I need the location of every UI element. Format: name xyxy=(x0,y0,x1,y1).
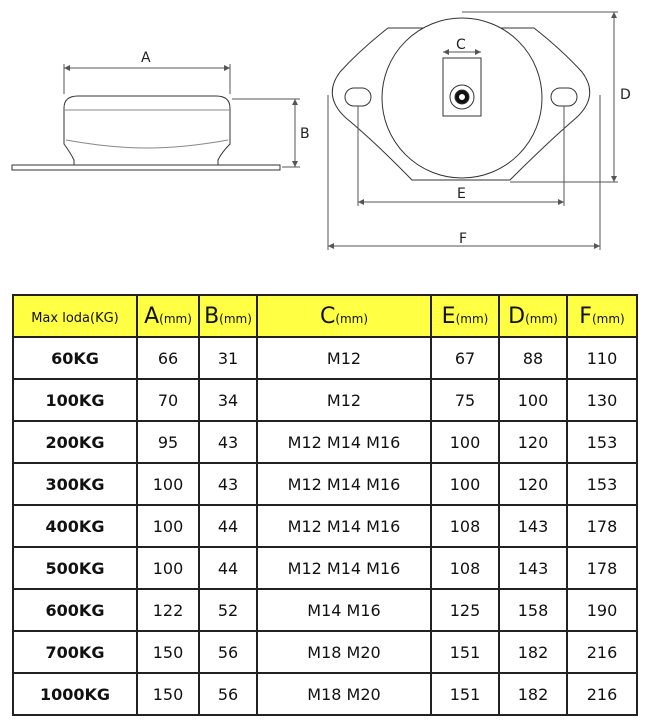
cell-d: 120 xyxy=(499,421,567,463)
cell-e: 108 xyxy=(431,547,499,589)
cell-d: 182 xyxy=(499,673,567,715)
cell-c: M12 M14 M16 xyxy=(257,463,431,505)
header-a xyxy=(137,295,199,337)
cell-f: 153 xyxy=(567,421,637,463)
table-row xyxy=(13,547,637,589)
cell-a: 150 xyxy=(137,631,199,673)
header-f-unit: (mm) xyxy=(591,311,625,326)
cell-b: 43 xyxy=(199,421,257,463)
table-row xyxy=(13,673,637,715)
cell-load: 500KG xyxy=(13,547,137,589)
side-view xyxy=(12,64,300,170)
cell-f: 130 xyxy=(567,379,637,421)
cell-load: 200KG xyxy=(13,421,137,463)
cell-a: 100 xyxy=(137,463,199,505)
cell-f: 110 xyxy=(567,337,637,379)
right-mount-slot xyxy=(551,88,577,106)
dim-e-label: E xyxy=(457,186,466,202)
header-d-letter: D xyxy=(508,303,526,329)
cell-b: 44 xyxy=(199,547,257,589)
cell-c: M12 M14 M16 xyxy=(257,547,431,589)
cell-f: 178 xyxy=(567,547,637,589)
cell-e: 75 xyxy=(431,379,499,421)
header-max-load-text: Max loda(KG) xyxy=(31,310,119,326)
cell-e: 151 xyxy=(431,631,499,673)
header-c-letter: C xyxy=(319,303,336,329)
table-row xyxy=(13,589,637,631)
cell-a: 122 xyxy=(137,589,199,631)
header-b-unit: (mm) xyxy=(219,311,252,326)
dim-b-label: B xyxy=(300,126,310,142)
header-e-unit: (mm) xyxy=(455,311,489,326)
dim-a-label: A xyxy=(141,50,151,66)
cell-a: 95 xyxy=(137,421,199,463)
header-f xyxy=(567,295,637,337)
side-rubber-body xyxy=(64,96,230,165)
cell-e: 108 xyxy=(431,505,499,547)
header-d xyxy=(499,295,567,337)
header-d-unit: (mm) xyxy=(525,311,558,326)
dim-d-label: D xyxy=(620,87,631,103)
cell-c: M12 xyxy=(257,379,431,421)
cell-b: 52 xyxy=(199,589,257,631)
cell-d: 143 xyxy=(499,547,567,589)
header-b xyxy=(199,295,257,337)
cell-d: 143 xyxy=(499,505,567,547)
cell-load: 60KG xyxy=(13,337,137,379)
cell-d: 100 xyxy=(499,379,567,421)
table-row xyxy=(13,421,637,463)
cell-b: 34 xyxy=(199,379,257,421)
cell-a: 150 xyxy=(137,673,199,715)
cell-b: 44 xyxy=(199,505,257,547)
cell-f: 216 xyxy=(567,631,637,673)
header-a-unit: (mm) xyxy=(159,311,192,326)
cell-load: 700KG xyxy=(13,631,137,673)
table-row xyxy=(13,463,637,505)
cell-d: 88 xyxy=(499,337,567,379)
top-view xyxy=(328,12,618,250)
header-f-letter: F xyxy=(579,303,592,329)
cell-b: 56 xyxy=(199,631,257,673)
cell-a: 70 xyxy=(137,379,199,421)
cell-c: M18 M20 xyxy=(257,631,431,673)
cell-b: 56 xyxy=(199,673,257,715)
cell-c: M12 xyxy=(257,337,431,379)
cell-e: 67 xyxy=(431,337,499,379)
technical-drawings xyxy=(0,0,646,270)
cell-b: 31 xyxy=(199,337,257,379)
header-e xyxy=(431,295,499,337)
cell-c: M12 M14 M16 xyxy=(257,505,431,547)
cell-load: 100KG xyxy=(13,379,137,421)
dim-f-label: F xyxy=(459,231,468,247)
cell-d: 120 xyxy=(499,463,567,505)
header-max-load xyxy=(13,295,137,337)
cell-f: 153 xyxy=(567,463,637,505)
cell-e: 125 xyxy=(431,589,499,631)
header-a-letter: A xyxy=(144,303,160,329)
header-c-unit: (mm) xyxy=(335,311,369,326)
cell-f: 178 xyxy=(567,505,637,547)
cell-b: 43 xyxy=(199,463,257,505)
spec-table xyxy=(12,294,638,716)
cell-f: 216 xyxy=(567,673,637,715)
cell-a: 100 xyxy=(137,547,199,589)
cell-e: 100 xyxy=(431,463,499,505)
cell-a: 100 xyxy=(137,505,199,547)
left-mount-slot xyxy=(345,88,371,106)
cell-e: 151 xyxy=(431,673,499,715)
cell-e: 100 xyxy=(431,421,499,463)
cell-d: 158 xyxy=(499,589,567,631)
cell-f: 190 xyxy=(567,589,637,631)
cell-a: 66 xyxy=(137,337,199,379)
header-b-letter: B xyxy=(204,303,220,329)
cell-c: M14 M16 xyxy=(257,589,431,631)
table-row xyxy=(13,337,637,379)
header-e-letter: E xyxy=(441,303,456,329)
cell-load: 1000KG xyxy=(13,673,137,715)
side-base-plate xyxy=(12,165,280,170)
cell-c: M12 M14 M16 xyxy=(257,421,431,463)
cell-load: 300KG xyxy=(13,463,137,505)
table-header-row xyxy=(13,295,637,337)
cell-load: 600KG xyxy=(13,589,137,631)
cell-c: M18 M20 xyxy=(257,673,431,715)
table-row xyxy=(13,379,637,421)
table-row xyxy=(13,505,637,547)
dim-c-label: C xyxy=(456,37,466,53)
header-c xyxy=(257,295,431,337)
cell-d: 182 xyxy=(499,631,567,673)
cell-load: 400KG xyxy=(13,505,137,547)
table-row xyxy=(13,631,637,673)
